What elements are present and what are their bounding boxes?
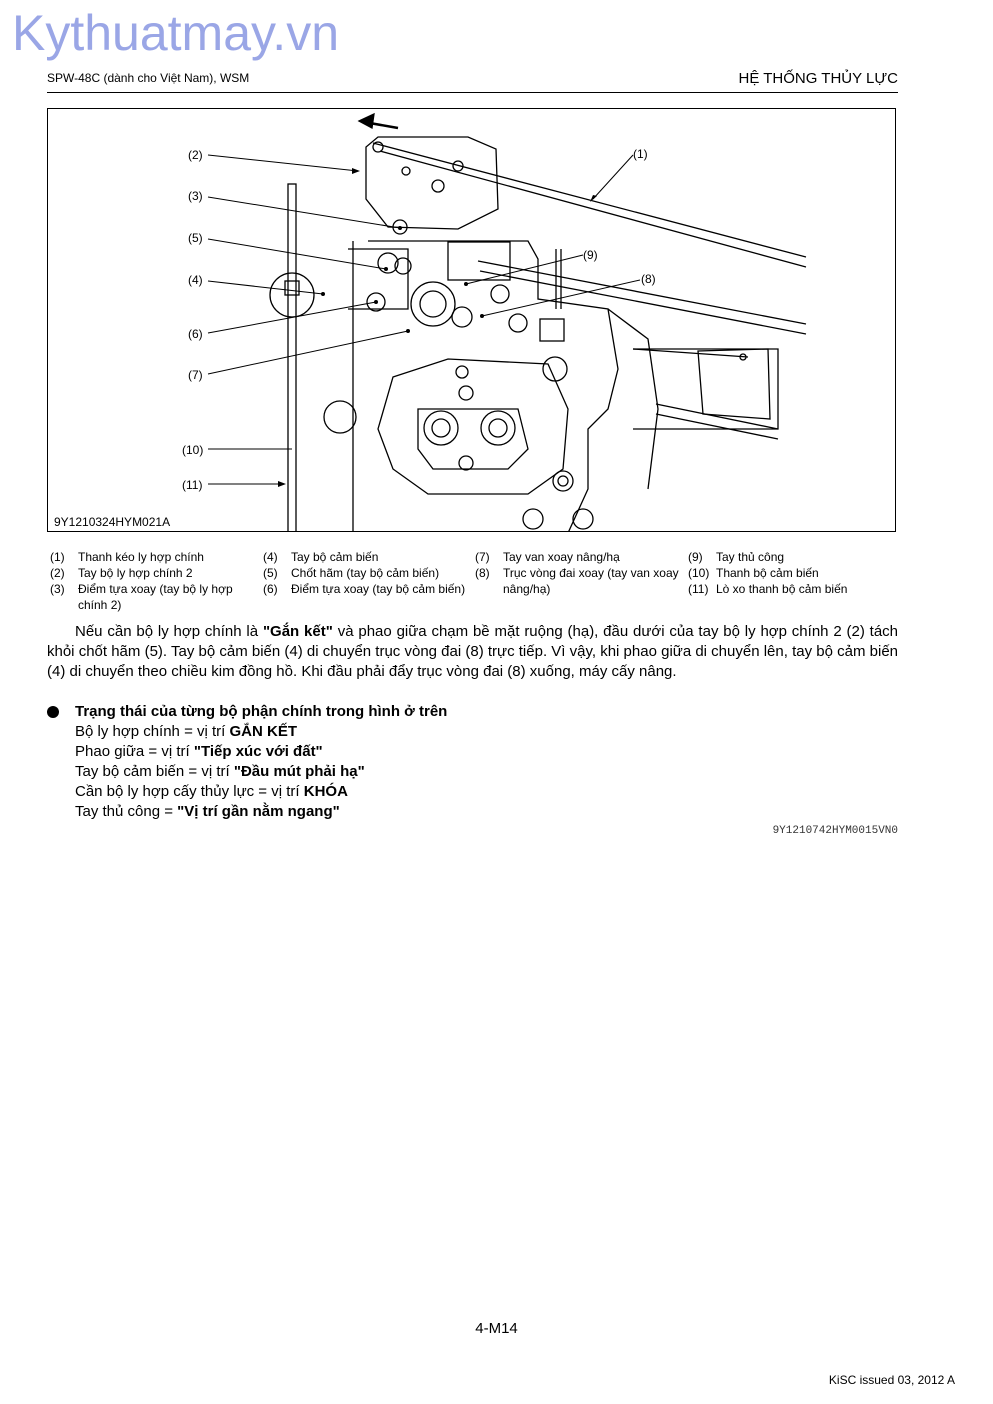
legend-item [688,565,898,581]
legend-num: (6) [263,582,278,596]
callout-8: (8) [641,272,656,286]
state-value: "Vị trí gần nằm ngang" [177,803,340,820]
legend-text: Trục vòng đai xoay (tay van xoay nâng/hạ) [503,566,679,596]
legend-num: (4) [263,550,278,564]
state-value: "Đầu mút phải hạ" [233,763,365,780]
state-label: Cần bộ ly hợp cấy thủy lực = vị trí [75,783,304,800]
state-value: "Tiếp xúc với đất" [193,743,323,760]
header-manual-title: SPW-48C (dành cho Việt Nam), WSM [47,71,250,85]
legend-text: Tay bộ cảm biến [291,550,379,564]
legend-text: Lò xo thanh bộ cảm biến [716,582,848,596]
callout-2: (2) [188,148,203,162]
legend-num: (8) [475,566,490,580]
legend-text: Tay thủ công [716,550,785,564]
state-value: GẮN KẾT [229,723,297,740]
legend-item [263,549,473,565]
state-label: Phao giữa = vị trí [75,743,194,760]
callout-10: (10) [182,443,204,457]
callout-6: (6) [188,327,203,341]
callout-4: (4) [188,273,203,287]
state-label: Bộ ly hợp chính = vị trí [75,723,230,740]
callout-11: (11) [182,478,203,492]
callout-7: (7) [188,368,203,382]
legend-item [263,581,473,597]
state-line [75,802,365,822]
legend-num: (3) [50,582,65,596]
bullet-icon [47,706,59,718]
state-value: KHÓA [303,783,348,800]
legend-text: Tay van xoay nâng/hạ [503,550,620,564]
body-paragraph [47,622,898,682]
watermark-logo: Kythuatmay.vn [12,5,340,61]
legend-text: Thanh kéo ly hợp chính [78,550,204,564]
callout-5: (5) [188,231,203,245]
legend-text: Tay bộ ly hợp chính 2 [78,566,193,580]
legend-num: (10) [688,566,710,580]
paragraph-text: và phao giữa chạm bề mặt ruộng (hạ), đầu dưới của tay bộ ly hợp chính 2 (2) tách khỏi chốt hãm (5). Tay bộ cảm biến (4) di chuyển trục vòng đai (8) trực tiếp. Vì vậy, khi phao giữa di chuyển lên, tay bộ cảm biến (4) di chuyển theo chiều kim đồng hồ. Khi đầu phải đẩy trục vòng đai (8) xuống, máy cấy nâng. [47,623,899,680]
reference-code: 9Y1210742HYM0015VN0 [772,825,898,837]
issued-note: KiSC issued 03, 2012 A [828,1373,955,1387]
header-rule [47,92,898,93]
legend-item [688,549,898,565]
legend-item [475,565,685,597]
legend-num: (11) [688,582,709,596]
legend-item [50,549,260,565]
callout-3: (3) [188,189,203,203]
legend-num: (5) [263,566,278,580]
mechanism-figure [47,108,896,532]
legend-num: (7) [475,550,490,564]
state-label: Tay bộ cảm biến = vị trí [75,763,234,780]
state-line [75,762,365,782]
legend-num: (2) [50,566,65,580]
header-section-title: HỆ THỐNG THỦY LỰC [738,70,898,87]
legend-item [263,565,473,581]
state-list [75,722,365,822]
callout-9: (9) [583,248,598,262]
state-line [75,782,365,802]
page-number: 4-M14 [475,1320,518,1337]
legend-item [50,565,260,581]
state-label: Tay thủ công = [75,803,178,820]
figure-code: 9Y1210324HYM021A [54,515,171,529]
state-line [75,742,365,762]
legend-item [475,549,685,565]
paragraph-text: Nếu cần bộ ly hợp chính là [75,623,263,640]
paragraph-bold: "Gắn kết" [262,623,333,640]
legend-text: Điểm tựa xoay (tay bộ ly hợp chính 2) [78,582,233,612]
mechanism-drawing [48,109,896,532]
legend-text: Chốt hãm (tay bộ cảm biến) [291,566,440,580]
legend-item [688,581,898,597]
state-line [75,722,365,742]
state-title: Trạng thái của từng bộ phận chính trong hình ở trên [75,703,448,720]
legend-text: Điểm tựa xoay (tay bộ cảm biến) [291,582,466,596]
legend-num: (1) [50,550,65,564]
legend-text: Thanh bộ cảm biến [716,566,819,580]
legend-item [50,581,260,613]
callout-1: (1) [633,147,648,161]
legend-num: (9) [688,550,703,564]
